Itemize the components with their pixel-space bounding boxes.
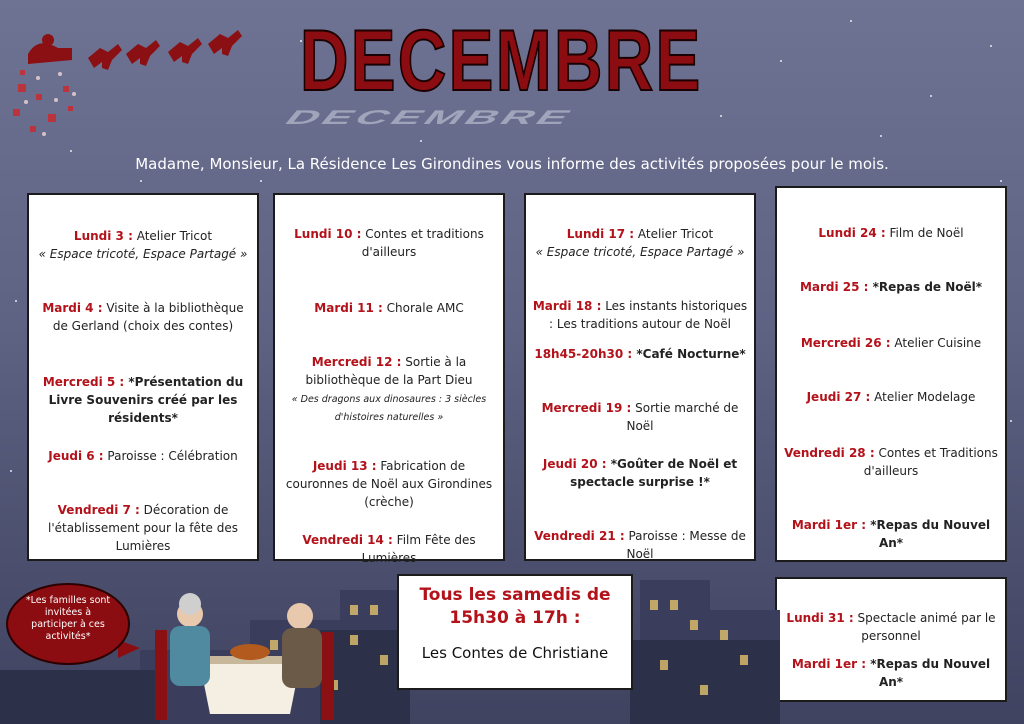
- saturday-activity: Les Contes de Christiane: [421, 644, 609, 662]
- list-item: Jeudi 13 : Fabrication de couronnes de Noël aux Girondines (crèche): [285, 459, 493, 509]
- list-item: 18h45-20h30 : *Café Nocturne*: [534, 347, 746, 361]
- list-item: Mercredi 26 : Atelier Cuisine: [800, 336, 982, 350]
- list-item: Mardi 1er : *Repas du Nouvel An*: [791, 518, 991, 550]
- list-item: Mardi 25 : *Repas de Noël*: [799, 280, 983, 294]
- list-item: Vendredi 7 : Décoration de l'établissement pour la fête des Lumières: [47, 503, 239, 553]
- title-reflection: DECEMBRE: [278, 106, 581, 129]
- list-item: Mercredi 5 : *Présentation du Livre Souvenirs créé par les résidents*: [42, 375, 244, 425]
- list-item: Lundi 10 : Contes et traditions d'ailleurs: [294, 227, 484, 259]
- week2-box: [273, 193, 505, 565]
- saturday-box: [397, 574, 633, 690]
- list-item: Lundi 3 : Atelier Tricot « Espace tricoté, Espace Partagé »: [38, 229, 248, 261]
- page-title: DECEMBRE: [300, 13, 703, 109]
- week4-box: [775, 186, 1007, 562]
- list-item: Mardi 1er : *Repas du Nouvel An*: [791, 657, 991, 689]
- santa-sleigh-icon: [8, 14, 268, 144]
- list-item: Lundi 24 : Film de Noël: [818, 226, 964, 240]
- list-item: Mardi 4 : Visite à la bibliothèque de Gerland (choix des contes): [42, 301, 244, 333]
- list-item: Lundi 17 : Atelier Tricot « Espace tricoté, Espace Partagé »: [535, 227, 745, 259]
- week1-box: [27, 193, 259, 561]
- list-item: Vendredi 14 : Film Fête des Lumières: [302, 533, 476, 565]
- saturday-title: Tous les samedis de 15h30 à 17h :: [419, 585, 611, 628]
- list-item: Jeudi 20 : *Goûter de Noël et spectacle surprise !*: [542, 457, 738, 489]
- week3-box: [524, 193, 756, 561]
- list-item: Mardi 11 : Chorale AMC: [314, 301, 464, 315]
- families-bubble: *Les familles sont invitées à participer à ces activités*: [6, 583, 130, 665]
- list-item: Lundi 31 : Spectacle animé par le personnel: [786, 611, 996, 643]
- list-item: Jeudi 27 : Atelier Modelage: [806, 390, 976, 404]
- intro-text: Madame, Monsieur, La Résidence Les Girondines vous informe des activités proposées pour le mois.: [135, 155, 889, 173]
- list-item: Mardi 18 : Les instants historiques : Les traditions autour de Noël: [532, 299, 748, 331]
- list-item: Mercredi 19 : Sortie marché de Noël: [541, 401, 739, 433]
- list-item: Vendredi 21 : Paroisse : Messe de Noël: [534, 529, 746, 561]
- list-item: Mercredi 12 : Sortie à la bibliothèque de la Part Dieu « Des dragons aux dinosaures : 3 siècles d'histoires naturelles »: [291, 355, 487, 423]
- list-item: Vendredi 28 : Contes et Traditions d'ailleurs: [784, 446, 998, 478]
- list-item: Jeudi 6 : Paroisse : Célébration: [48, 449, 238, 463]
